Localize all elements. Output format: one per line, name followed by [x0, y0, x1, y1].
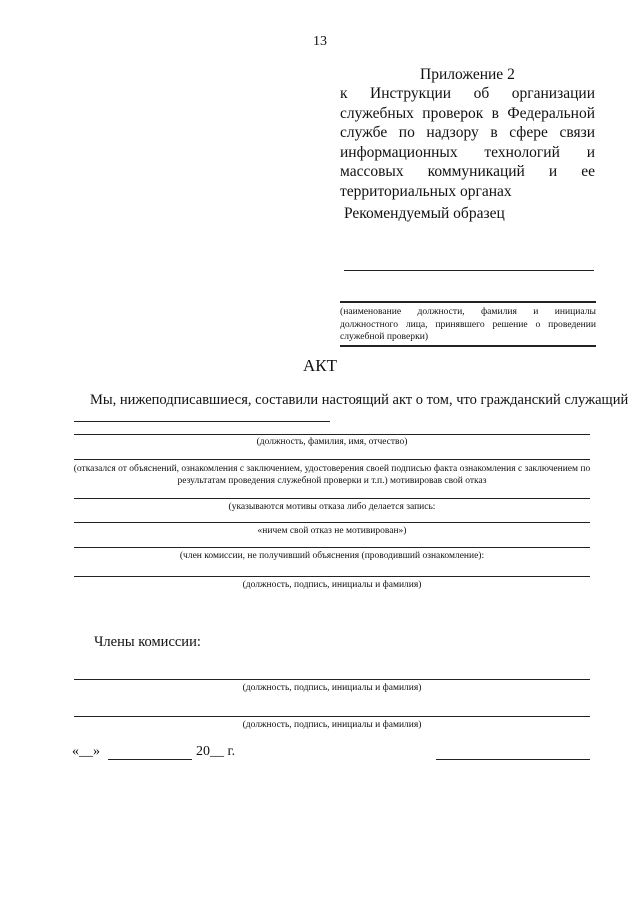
- approver-caption: (наименование должности, фамилия и инициалы должностного лица, принявшего решение о проведении служебной проверки): [340, 306, 596, 342]
- caption-signature-1: (должность, подпись, инициалы и фамилия): [242, 580, 422, 590]
- approver-line: [344, 270, 594, 271]
- employee-line-short: [74, 421, 330, 422]
- act-title: АКТ: [303, 356, 337, 375]
- refusal-line: [74, 459, 590, 460]
- date-signature-line: [436, 759, 590, 760]
- signature-line-3: [74, 716, 590, 717]
- caption-signature-3: (должность, подпись, инициалы и фамилия): [242, 720, 422, 730]
- recommended-sample-label: Рекомендуемый образец: [344, 205, 505, 222]
- date-year: 20__ г.: [196, 744, 236, 759]
- approver-top-rule: [340, 301, 596, 303]
- appendix-body: к Инструкции об организации служебных проверок в Федеральной службе по надзору в сфере связи информационных технологий и массовых коммуникаций и ее территориальных органах: [340, 85, 595, 200]
- caption-motives: (указываются мотивы отказа либо делается запись:: [228, 502, 436, 512]
- member-line: [74, 547, 590, 548]
- signature-line-2: [74, 679, 590, 680]
- date-month-line: [108, 759, 192, 760]
- page-number: 13: [313, 34, 327, 49]
- act-intro-text: Мы, нижеподписавшиеся, составили настоящий акт о том, что гражданский служащий: [90, 392, 629, 408]
- appendix-title: Приложение 2: [420, 66, 515, 83]
- employee-line: [74, 434, 590, 435]
- not-motivated-line: [74, 522, 590, 523]
- caption-refusal: (отказался от объяснений, ознакомления с заключением, удостоверения своей подписью факта ознакомления с заключением по результатам проведения служебной проверки и т.п.) мотивировав свой отказ: [73, 464, 591, 486]
- caption-position-name: (должность, фамилия, имя, отчество): [256, 437, 408, 447]
- commission-members-label: Члены комиссии:: [94, 634, 201, 650]
- caption-member-not-received: (член комиссии, не получивший объяснения (проводивший ознакомление):: [179, 551, 485, 561]
- caption-signature-2: (должность, подпись, инициалы и фамилия): [242, 683, 422, 693]
- signature-line-1: [74, 576, 590, 577]
- approver-bottom-rule: [340, 345, 596, 347]
- date-day: «__»: [72, 744, 100, 759]
- motives-line: [74, 498, 590, 499]
- caption-not-motivated: «ничем свой отказ не мотивирован»): [257, 526, 407, 536]
